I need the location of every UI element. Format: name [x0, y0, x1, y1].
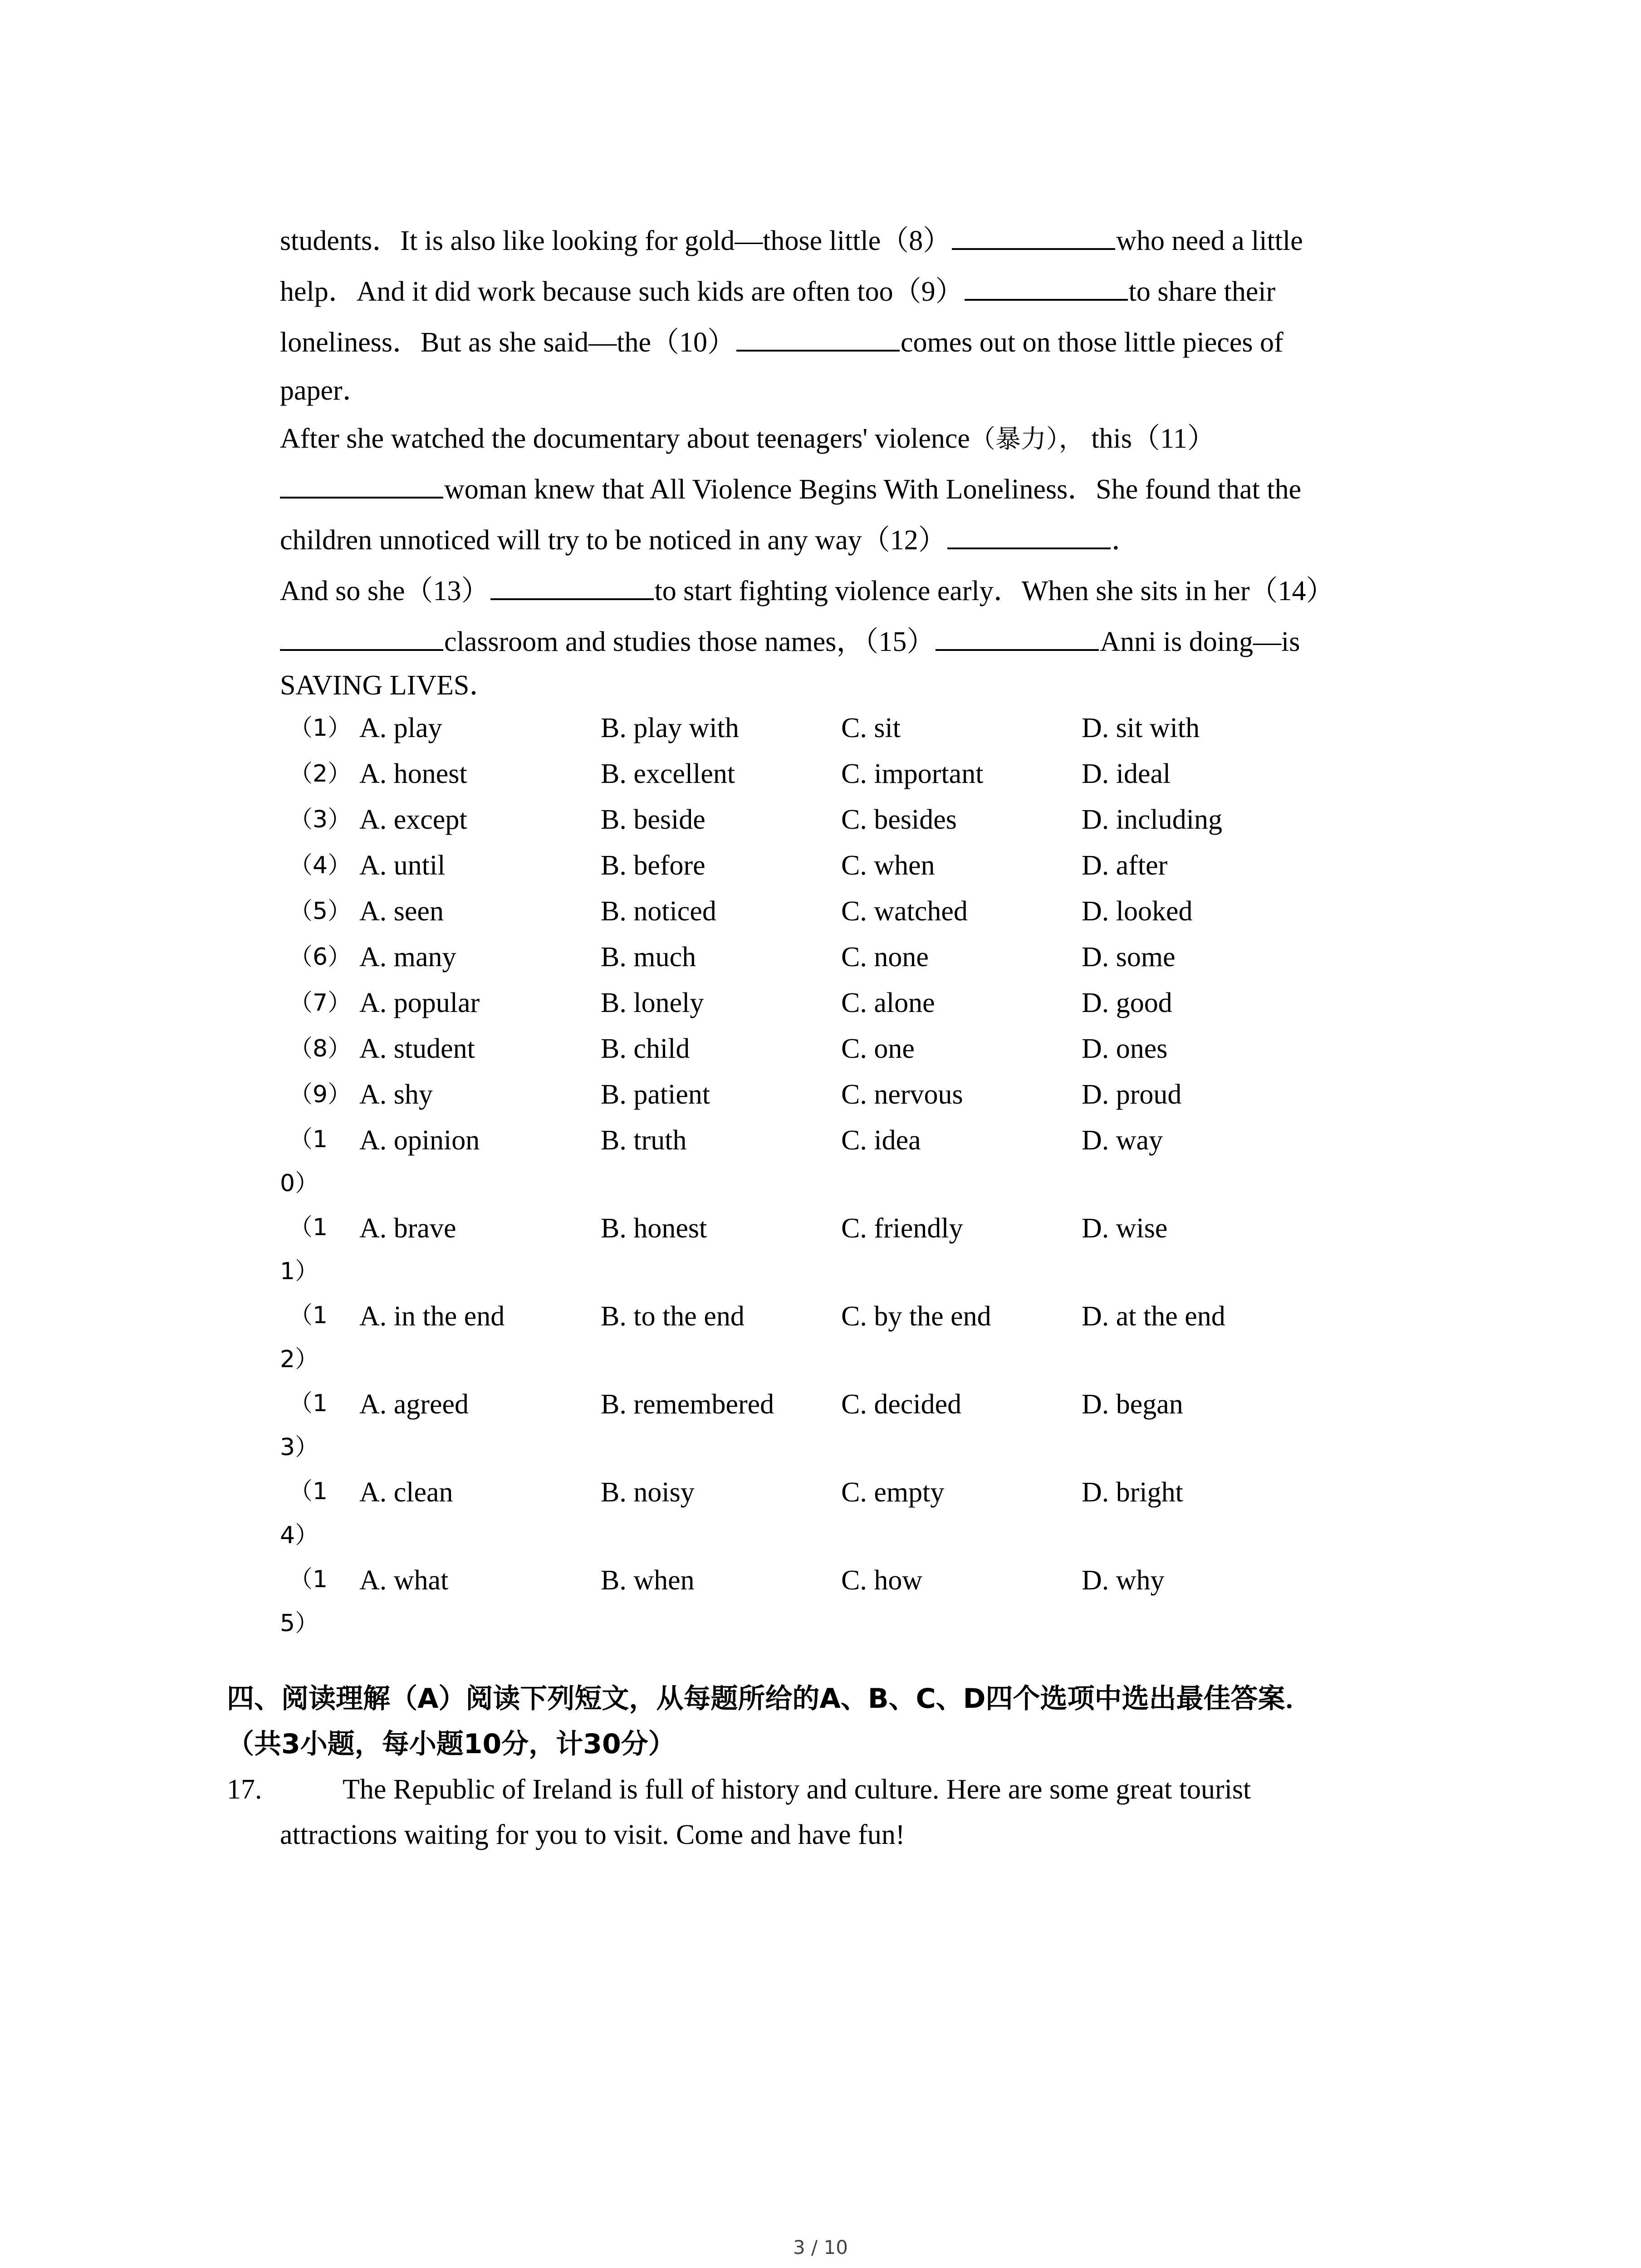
option-row: [280, 1558, 1460, 1646]
option-row: [280, 751, 1460, 797]
section-heading-line: （共3小题，每小题10分，计30分）: [227, 1728, 676, 1760]
choice-b: B. play with: [601, 713, 739, 743]
choice-d: D. sit with: [1082, 713, 1200, 743]
question-number: （7）: [289, 989, 352, 1017]
options-table: [280, 705, 1460, 1646]
choice-c: C. alone: [841, 987, 935, 1018]
page-number: 3 / 10: [793, 2236, 848, 2258]
question-number: [280, 1382, 328, 1470]
option-row: [280, 1026, 1460, 1072]
question-number: （2）: [289, 760, 352, 787]
question-number-part: 4）: [280, 1522, 319, 1549]
option-row: [280, 797, 1460, 843]
choice-c: C. nervous: [841, 1079, 963, 1110]
passage-text: who need a little: [1116, 225, 1303, 256]
question-number: （5）: [289, 898, 352, 925]
option-row: [280, 980, 1460, 1026]
answer-blank-9: [965, 272, 1128, 301]
answer-blank-13: [490, 571, 654, 600]
option-row: [280, 1206, 1460, 1294]
choice-c: C. watched: [841, 896, 968, 927]
option-row: [280, 843, 1460, 889]
question-number: （1）: [289, 714, 352, 742]
option-row: [280, 1470, 1460, 1558]
question-text: The Republic of Ireland is full of history and culture. Here are some great tourist: [343, 1774, 1251, 1805]
question-number-part: 2）: [280, 1346, 319, 1373]
answer-blank-8: [952, 221, 1115, 250]
option-row: [280, 1294, 1460, 1382]
choice-b: B. lonely: [601, 987, 704, 1018]
choice-d: D. began: [1082, 1389, 1183, 1420]
choice-a: A. what: [359, 1565, 449, 1596]
choice-b: B. patient: [601, 1079, 710, 1110]
question-number: （3）: [289, 806, 352, 833]
choice-d: D. bright: [1082, 1477, 1183, 1508]
passage-text: After she watched the documentary about teenagers' violence: [280, 423, 970, 454]
passage: [280, 215, 1414, 713]
passage-text: woman knew that All Violence Begins With Loneliness．She found that the: [444, 474, 1302, 505]
passage-text: loneliness．But as she said—the（10）: [280, 327, 735, 358]
choice-c: C. friendly: [841, 1213, 963, 1244]
choice-d: D. ideal: [1082, 758, 1171, 789]
question-number: [280, 1558, 328, 1646]
question-number: （9）: [289, 1081, 352, 1108]
choice-a: A. in the end: [359, 1301, 505, 1332]
passage-line: [280, 413, 1414, 464]
choice-a: A. many: [359, 942, 456, 973]
passage-line: [280, 515, 1414, 566]
choice-b: B. much: [601, 942, 696, 973]
choice-d: D. at the end: [1082, 1301, 1225, 1332]
question-number-part: （1: [289, 1478, 328, 1505]
question-number-part: （1: [289, 1566, 328, 1593]
question-number: [280, 1206, 328, 1294]
choice-c: C. one: [841, 1033, 915, 1064]
choice-b: B. honest: [601, 1213, 707, 1244]
choice-a: A. clean: [359, 1477, 453, 1508]
answer-blank-15: [936, 622, 1099, 651]
choice-d: D. wise: [1082, 1213, 1168, 1244]
passage-line: [280, 266, 1414, 317]
choice-c: C. empty: [841, 1477, 945, 1508]
choice-c: C. decided: [841, 1389, 962, 1420]
choice-d: D. why: [1082, 1565, 1165, 1596]
passage-text: to start fighting violence early．When she sits in her（14）: [654, 576, 1334, 606]
question-number-part: （1: [289, 1390, 328, 1417]
choice-a: A. agreed: [359, 1389, 469, 1420]
choice-c: C. when: [841, 850, 935, 881]
choice-a: A. honest: [359, 758, 467, 789]
option-row: [280, 1072, 1460, 1118]
choice-d: D. proud: [1082, 1079, 1182, 1110]
question-number-part: 3）: [280, 1434, 319, 1461]
choice-d: D. some: [1082, 942, 1176, 973]
question-number-part: （1: [289, 1302, 328, 1329]
choice-c: C. important: [841, 758, 984, 789]
choice-b: B. before: [601, 850, 705, 881]
passage-text: help．And it did work because such kids are often too（9）: [280, 276, 964, 307]
choice-a: A. play: [359, 713, 442, 743]
section-heading: [227, 1676, 1452, 1767]
passage-text: children unnoticed will try to be noticed in any way（12）: [280, 525, 946, 556]
choice-c: C. none: [841, 942, 929, 973]
answer-blank-12: [947, 520, 1111, 549]
choice-a: A. student: [359, 1033, 475, 1064]
choice-b: B. noisy: [601, 1477, 695, 1508]
choice-c: C. by the end: [841, 1301, 991, 1332]
passage-text: students．It is also like looking for gold—those little（8）: [280, 225, 951, 256]
choice-d: D. way: [1082, 1125, 1163, 1156]
choice-a: A. popular: [359, 987, 480, 1018]
passage-text: Anni is doing—is: [1100, 626, 1300, 657]
choice-a: A. brave: [359, 1213, 456, 1244]
passage-text: comes out on those little pieces of: [900, 327, 1283, 358]
passage-text: classroom and studies those names，（15）: [444, 626, 935, 657]
choice-d: D. ones: [1082, 1033, 1168, 1064]
choice-c: C. besides: [841, 804, 957, 835]
question-number-part: （1: [289, 1214, 328, 1241]
passage-line: [280, 317, 1414, 368]
passage-line: [280, 566, 1414, 616]
choice-d: D. after: [1082, 850, 1168, 881]
option-row: [280, 934, 1460, 980]
option-row: [280, 889, 1460, 934]
choice-a: A. opinion: [359, 1125, 480, 1156]
choice-c: C. sit: [841, 713, 901, 743]
answer-blank-11: [280, 469, 443, 499]
question-number-part: 1）: [280, 1258, 319, 1285]
passage-text: ．: [1111, 525, 1140, 556]
answer-blank-14: [280, 622, 443, 651]
option-row: [280, 1118, 1460, 1206]
answer-blank-10: [736, 323, 900, 352]
choice-b: B. noticed: [601, 896, 716, 927]
question-number: （6）: [289, 943, 352, 971]
question-number: [280, 1470, 328, 1558]
question-number: （4）: [289, 852, 352, 879]
choice-d: D. looked: [1082, 896, 1193, 927]
choice-c: C. idea: [841, 1125, 921, 1156]
passage-line: [280, 464, 1414, 515]
choice-a: A. except: [359, 804, 467, 835]
passage-text: SAVING LIVES．: [280, 670, 498, 701]
passage-text-cjk: （暴力），: [970, 425, 1084, 454]
choice-b: B. beside: [601, 804, 705, 835]
question-number: 17.: [227, 1774, 262, 1805]
choice-b: B. truth: [601, 1125, 687, 1156]
question-number: [280, 1294, 328, 1382]
passage-text: paper．: [280, 375, 371, 406]
choice-d: D. including: [1082, 804, 1222, 835]
choice-b: B. remembered: [601, 1389, 774, 1420]
choice-a: A. seen: [359, 896, 444, 927]
passage-line: [280, 368, 1414, 413]
passage-line: [280, 616, 1414, 667]
section-heading-line: 四、阅读理解（A）阅读下列短文，从每题所给的A、B、C、D四个选项中选出最佳答案．: [227, 1683, 1313, 1715]
question-number: [280, 1118, 328, 1206]
choice-d: D. good: [1082, 987, 1172, 1018]
question-number-part: 0）: [280, 1170, 319, 1197]
choice-b: B. to the end: [601, 1301, 745, 1332]
question-number: （8）: [289, 1035, 352, 1062]
choice-c: C. how: [841, 1565, 923, 1596]
choice-a: A. shy: [359, 1079, 433, 1110]
passage-line: [280, 215, 1414, 266]
passage-text: to share their: [1128, 276, 1276, 307]
passage-text: And so she（13）: [280, 576, 490, 606]
choice-b: B. excellent: [601, 758, 735, 789]
question-number-part: （1: [289, 1126, 328, 1153]
option-row: [280, 1382, 1460, 1470]
choice-b: B. child: [601, 1033, 690, 1064]
choice-a: A. until: [359, 850, 446, 881]
question-number-part: 5）: [280, 1610, 319, 1637]
choice-b: B. when: [601, 1565, 695, 1596]
passage-text: this（11）: [1084, 423, 1215, 454]
option-row: [280, 705, 1460, 751]
question-text: attractions waiting for you to visit. Come and have fun!: [280, 1819, 905, 1850]
